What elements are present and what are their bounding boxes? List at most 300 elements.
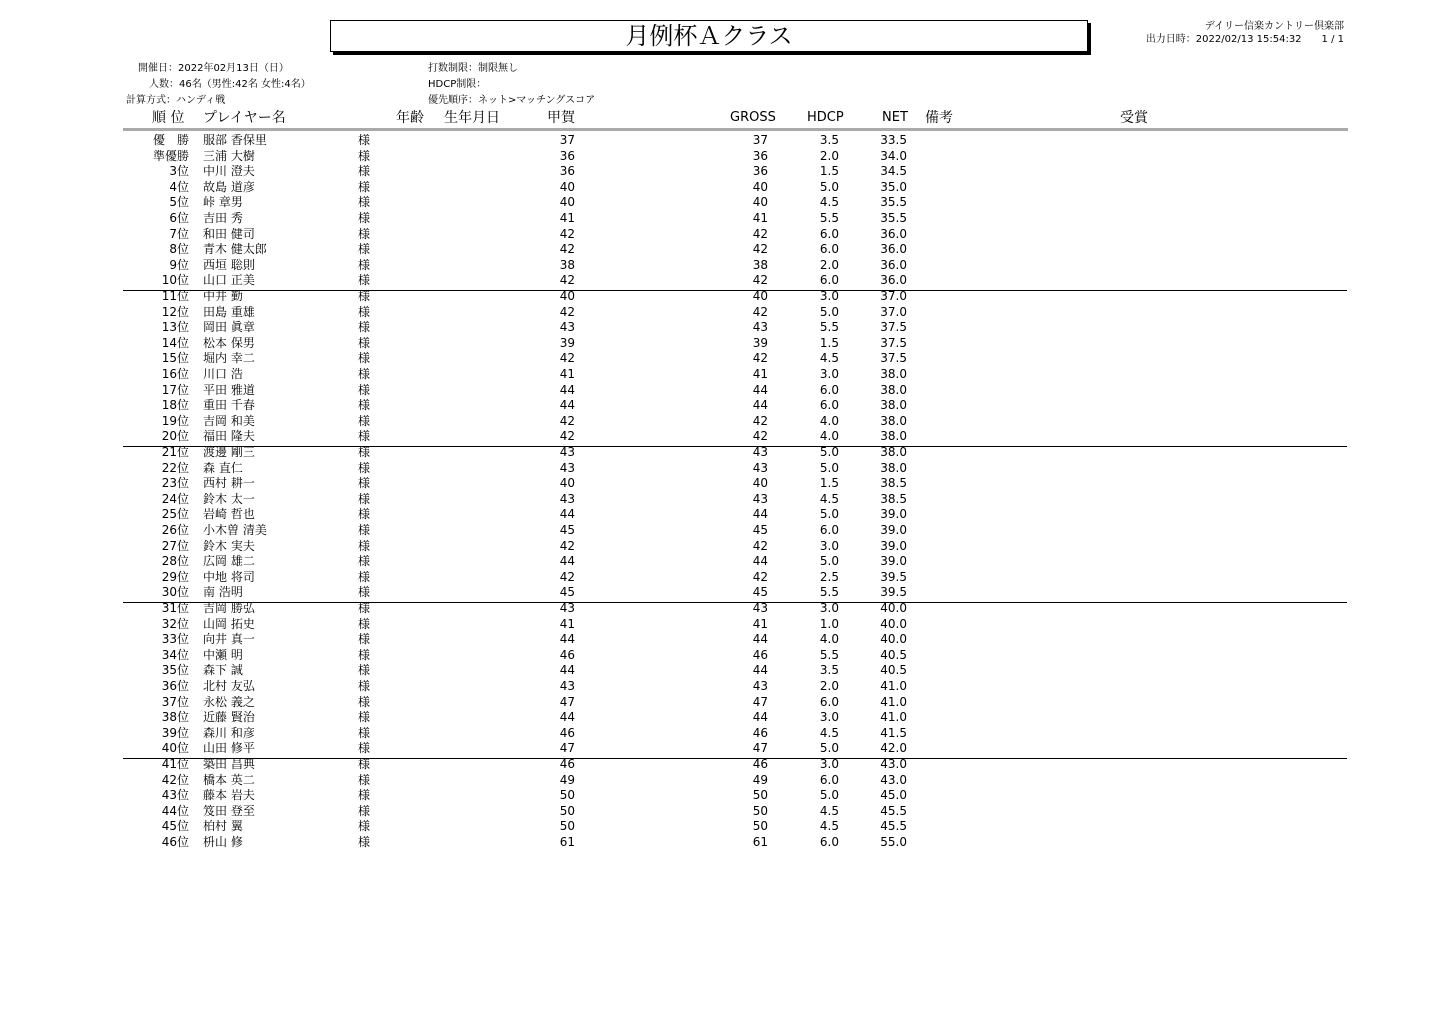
gross-cell: 41 <box>752 367 768 381</box>
table-row <box>0 180 1433 196</box>
table-row <box>0 539 1433 555</box>
honorific-cell: 様 <box>358 257 371 272</box>
kouga-score-cell: 44 <box>559 507 575 522</box>
honorific-cell: 様 <box>358 601 371 615</box>
hdcp-cell: 3.5 <box>819 663 839 678</box>
honorific-cell: 様 <box>358 757 371 771</box>
honorific-cell: 様 <box>358 835 371 849</box>
kouga-score-cell: 44 <box>559 398 575 413</box>
player-name-cell: 三浦 大樹 <box>203 148 255 163</box>
rank-cell: 32位 <box>161 616 189 631</box>
hdcp-cell: 2.5 <box>819 569 839 584</box>
hdcp-cell: 4.5 <box>819 803 839 818</box>
hdcp-cell: 3.0 <box>819 757 839 771</box>
hdcp-cell: 6.0 <box>819 273 839 288</box>
table-row <box>0 695 1433 711</box>
rank-cell: 42位 <box>161 772 189 787</box>
hdcp-cell: 6.0 <box>819 242 839 257</box>
kouga-score-cell: 44 <box>559 710 575 725</box>
gross-cell: 42 <box>752 226 768 241</box>
honorific-cell: 様 <box>358 710 371 725</box>
hdcp-cell: 2.0 <box>819 148 839 163</box>
player-name-cell: 和田 健司 <box>203 226 255 241</box>
net-cell: 40.5 <box>880 647 907 662</box>
rank-cell: 4位 <box>169 179 189 194</box>
player-name-cell: 小木曽 清美 <box>203 523 267 537</box>
hdcp-cell: 1.0 <box>819 616 839 631</box>
gross-cell: 47 <box>752 741 768 756</box>
hdcp-cell: 1.5 <box>819 335 839 350</box>
kouga-score-cell: 43 <box>559 601 575 615</box>
player-count: 人数：46名（男性:42名 女性:4名） <box>149 79 311 90</box>
table-row <box>0 445 1433 461</box>
table-row <box>0 819 1433 835</box>
rank-cell: 15位 <box>161 351 189 366</box>
kouga-score-cell: 41 <box>559 616 575 631</box>
net-cell: 38.0 <box>880 398 907 413</box>
rank-cell: 37位 <box>161 694 189 709</box>
gross-cell: 40 <box>752 195 768 210</box>
header-kouga: 甲賀 <box>547 110 575 126</box>
honorific-cell: 様 <box>358 803 371 818</box>
kouga-score-cell: 37 <box>559 133 575 147</box>
rank-cell: 11位 <box>161 289 189 303</box>
honorific-cell: 様 <box>358 148 371 163</box>
table-row <box>0 835 1433 851</box>
gross-cell: 50 <box>752 803 768 818</box>
net-cell: 35.5 <box>880 211 907 225</box>
net-cell: 40.5 <box>880 663 907 678</box>
gross-cell: 50 <box>752 819 768 834</box>
rank-cell: 35位 <box>161 663 189 678</box>
gross-cell: 42 <box>752 413 768 428</box>
report-title: 月例杯Ａクラス <box>330 20 1088 52</box>
net-cell: 38.5 <box>880 491 907 506</box>
kouga-score-cell: 46 <box>559 647 575 662</box>
net-cell: 42.0 <box>880 741 907 756</box>
rank-cell: 8位 <box>169 242 189 257</box>
net-cell: 45.0 <box>880 788 907 803</box>
net-cell: 39.5 <box>880 585 907 600</box>
rank-cell: 12位 <box>161 304 189 319</box>
hdcp-cell: 6.0 <box>819 835 839 849</box>
net-cell: 55.0 <box>880 835 907 849</box>
kouga-score-cell: 42 <box>559 538 575 553</box>
kouga-score-cell: 44 <box>559 632 575 647</box>
gross-cell: 43 <box>752 460 768 475</box>
net-cell: 45.5 <box>880 803 907 818</box>
player-name-cell: 鈴木 太一 <box>203 491 255 506</box>
table-row <box>0 773 1433 789</box>
rank-cell: 40位 <box>161 741 189 756</box>
kouga-score-cell: 40 <box>559 476 575 491</box>
table-row <box>0 617 1433 633</box>
gross-cell: 42 <box>752 273 768 288</box>
honorific-cell: 様 <box>358 445 371 459</box>
hdcp-cell: 2.0 <box>819 257 839 272</box>
stroke-limit: 打数制限：制限無し <box>428 63 518 74</box>
header-player: プレイヤー名 <box>203 110 286 126</box>
net-cell: 38.5 <box>880 476 907 491</box>
honorific-cell: 様 <box>358 211 371 225</box>
gross-cell: 46 <box>752 647 768 662</box>
honorific-cell: 様 <box>358 304 371 319</box>
honorific-cell: 様 <box>358 320 371 335</box>
rank-cell: 43位 <box>161 788 189 803</box>
net-cell: 40.0 <box>880 601 907 615</box>
gross-cell: 46 <box>752 725 768 740</box>
gross-cell: 44 <box>752 382 768 397</box>
kouga-score-cell: 43 <box>559 320 575 335</box>
rank-cell: 38位 <box>161 710 189 725</box>
honorific-cell: 様 <box>358 413 371 428</box>
table-row <box>0 648 1433 664</box>
gross-cell: 40 <box>752 289 768 303</box>
net-cell: 35.5 <box>880 195 907 210</box>
hdcp-cell: 5.5 <box>819 211 839 225</box>
net-cell: 39.0 <box>880 523 907 537</box>
rank-cell: 13位 <box>161 320 189 335</box>
net-cell: 33.5 <box>880 133 907 147</box>
rank-cell: 24位 <box>161 491 189 506</box>
net-cell: 36.0 <box>880 226 907 241</box>
table-row <box>0 242 1433 258</box>
table-row <box>0 632 1433 648</box>
net-cell: 37.5 <box>880 320 907 335</box>
rank-cell: 準優勝 <box>152 148 189 163</box>
header-rank: 順 位 <box>152 110 185 126</box>
table-row <box>0 227 1433 243</box>
hdcp-cell: 6.0 <box>819 398 839 413</box>
gross-cell: 42 <box>752 242 768 257</box>
gross-cell: 40 <box>752 476 768 491</box>
rank-cell: 16位 <box>161 367 189 381</box>
honorific-cell: 様 <box>358 289 371 303</box>
honorific-cell: 様 <box>358 335 371 350</box>
honorific-cell: 様 <box>358 788 371 803</box>
hdcp-cell: 2.0 <box>819 679 839 693</box>
player-name-cell: 西垣 聡則 <box>203 257 255 272</box>
net-cell: 37.0 <box>880 304 907 319</box>
rank-cell: 21位 <box>161 445 189 459</box>
table-row <box>0 336 1433 352</box>
player-name-cell: 服部 香保里 <box>203 133 267 147</box>
honorific-cell: 様 <box>358 772 371 787</box>
kouga-score-cell: 42 <box>559 569 575 584</box>
player-name-cell: 岡田 眞章 <box>203 320 255 335</box>
player-name-cell: 枡山 修 <box>203 835 243 849</box>
honorific-cell: 様 <box>358 616 371 631</box>
gross-cell: 43 <box>752 679 768 693</box>
player-name-cell: 森 直仁 <box>203 460 243 475</box>
header-age: 年齢 <box>396 110 424 126</box>
honorific-cell: 様 <box>358 460 371 475</box>
kouga-score-cell: 43 <box>559 460 575 475</box>
rank-cell: 36位 <box>161 679 189 693</box>
gross-cell: 44 <box>752 710 768 725</box>
table-row <box>0 383 1433 399</box>
net-cell: 41.0 <box>880 679 907 693</box>
kouga-score-cell: 50 <box>559 788 575 803</box>
rank-cell: 39位 <box>161 725 189 740</box>
gross-cell: 43 <box>752 445 768 459</box>
gross-cell: 42 <box>752 569 768 584</box>
table-row <box>0 601 1433 617</box>
table-row <box>0 757 1433 773</box>
player-name-cell: 広岡 雄二 <box>203 554 255 569</box>
honorific-cell: 様 <box>358 647 371 662</box>
player-name-cell: 山田 修平 <box>203 741 255 756</box>
rank-cell: 17位 <box>161 382 189 397</box>
hdcp-cell: 4.5 <box>819 351 839 366</box>
gross-cell: 38 <box>752 257 768 272</box>
gross-cell: 44 <box>752 554 768 569</box>
table-row <box>0 367 1433 383</box>
kouga-score-cell: 42 <box>559 273 575 288</box>
net-cell: 43.0 <box>880 757 907 771</box>
table-row <box>0 804 1433 820</box>
player-name-cell: 田島 重雄 <box>203 304 255 319</box>
kouga-score-cell: 43 <box>559 679 575 693</box>
honorific-cell: 様 <box>358 569 371 584</box>
table-row <box>0 398 1433 414</box>
rank-cell: 22位 <box>161 460 189 475</box>
gross-cell: 42 <box>752 429 768 444</box>
rank-cell: 27位 <box>161 538 189 553</box>
honorific-cell: 様 <box>358 133 371 147</box>
hdcp-cell: 5.0 <box>819 460 839 475</box>
hdcp-cell: 6.0 <box>819 226 839 241</box>
gross-cell: 39 <box>752 335 768 350</box>
player-name-cell: 峠 章男 <box>203 195 243 210</box>
header-birthdate: 生年月日 <box>444 110 500 126</box>
net-cell: 40.0 <box>880 632 907 647</box>
net-cell: 36.0 <box>880 273 907 288</box>
net-cell: 36.0 <box>880 257 907 272</box>
rank-cell: 46位 <box>161 835 189 849</box>
player-name-cell: 堀内 幸二 <box>203 351 255 366</box>
net-cell: 38.0 <box>880 413 907 428</box>
honorific-cell: 様 <box>358 226 371 241</box>
honorific-cell: 様 <box>358 663 371 678</box>
table-row <box>0 195 1433 211</box>
honorific-cell: 様 <box>358 585 371 600</box>
table-row <box>0 461 1433 477</box>
header-hdcp: HDCP <box>807 110 844 125</box>
kouga-score-cell: 40 <box>559 195 575 210</box>
player-name-cell: 柏村 翼 <box>203 819 243 834</box>
kouga-score-cell: 44 <box>559 382 575 397</box>
honorific-cell: 様 <box>358 476 371 491</box>
hdcp-cell: 4.0 <box>819 632 839 647</box>
kouga-score-cell: 43 <box>559 445 575 459</box>
honorific-cell: 様 <box>358 164 371 179</box>
net-cell: 36.0 <box>880 242 907 257</box>
net-cell: 38.0 <box>880 460 907 475</box>
honorific-cell: 様 <box>358 351 371 366</box>
hdcp-cell: 5.5 <box>819 647 839 662</box>
player-name-cell: 南 浩明 <box>203 585 243 600</box>
honorific-cell: 様 <box>358 725 371 740</box>
table-row <box>0 320 1433 336</box>
net-cell: 41.5 <box>880 725 907 740</box>
rank-cell: 29位 <box>161 569 189 584</box>
rank-cell: 45位 <box>161 819 189 834</box>
hdcp-cell: 6.0 <box>819 382 839 397</box>
table-row <box>0 429 1433 445</box>
honorific-cell: 様 <box>358 554 371 569</box>
table-row <box>0 258 1433 274</box>
kouga-score-cell: 40 <box>559 289 575 303</box>
net-cell: 45.5 <box>880 819 907 834</box>
net-cell: 39.0 <box>880 538 907 553</box>
honorific-cell: 様 <box>358 507 371 522</box>
player-name-cell: 西村 耕一 <box>203 476 255 491</box>
rank-cell: 33位 <box>161 632 189 647</box>
kouga-score-cell: 45 <box>559 523 575 537</box>
hdcp-cell: 5.0 <box>819 788 839 803</box>
rank-cell: 6位 <box>169 211 189 225</box>
kouga-score-cell: 49 <box>559 772 575 787</box>
rank-cell: 7位 <box>169 226 189 241</box>
kouga-score-cell: 38 <box>559 257 575 272</box>
player-name-cell: 川口 浩 <box>203 367 243 381</box>
hdcp-cell: 4.5 <box>819 725 839 740</box>
player-name-cell: 鈴木 実夫 <box>203 538 255 553</box>
rank-cell: 26位 <box>161 523 189 537</box>
kouga-score-cell: 36 <box>559 164 575 179</box>
player-name-cell: 山岡 拓史 <box>203 616 255 631</box>
honorific-cell: 様 <box>358 382 371 397</box>
kouga-score-cell: 45 <box>559 585 575 600</box>
net-cell: 39.0 <box>880 554 907 569</box>
calc-method: 計算方式：ハンディ戦 <box>126 95 226 106</box>
net-cell: 35.0 <box>880 179 907 194</box>
kouga-score-cell: 50 <box>559 803 575 818</box>
rank-cell: 18位 <box>161 398 189 413</box>
gross-cell: 44 <box>752 632 768 647</box>
rank-cell: 5位 <box>169 195 189 210</box>
player-name-cell: 岩崎 哲也 <box>203 507 255 522</box>
hdcp-cell: 3.0 <box>819 367 839 381</box>
rank-cell: 19位 <box>161 413 189 428</box>
player-name-cell: 築田 昌典 <box>203 757 255 771</box>
rank-cell: 14位 <box>161 335 189 350</box>
hdcp-cell: 3.0 <box>819 601 839 615</box>
honorific-cell: 様 <box>358 679 371 693</box>
hdcp-cell: 3.0 <box>819 289 839 303</box>
player-name-cell: 向井 真一 <box>203 632 255 647</box>
table-row <box>0 211 1433 227</box>
gross-cell: 44 <box>752 507 768 522</box>
rank-cell: 30位 <box>161 585 189 600</box>
honorific-cell: 様 <box>358 819 371 834</box>
rank-cell: 優 勝 <box>152 133 189 147</box>
hdcp-cell: 6.0 <box>819 772 839 787</box>
gross-cell: 43 <box>752 491 768 506</box>
net-cell: 37.5 <box>880 351 907 366</box>
hdcp-cell: 4.0 <box>819 413 839 428</box>
table-row <box>0 492 1433 508</box>
hdcp-cell: 3.0 <box>819 710 839 725</box>
gross-cell: 46 <box>752 757 768 771</box>
table-row <box>0 788 1433 804</box>
honorific-cell: 様 <box>358 523 371 537</box>
player-name-cell: 松本 保男 <box>203 335 255 350</box>
honorific-cell: 様 <box>358 242 371 257</box>
honorific-cell: 様 <box>358 538 371 553</box>
honorific-cell: 様 <box>358 195 371 210</box>
table-row <box>0 663 1433 679</box>
gross-cell: 36 <box>752 164 768 179</box>
rank-cell: 23位 <box>161 476 189 491</box>
net-cell: 38.0 <box>880 367 907 381</box>
honorific-cell: 様 <box>358 632 371 647</box>
table-row <box>0 570 1433 586</box>
kouga-score-cell: 42 <box>559 226 575 241</box>
player-name-cell: 故島 道彦 <box>203 179 255 194</box>
rank-cell: 25位 <box>161 507 189 522</box>
gross-cell: 41 <box>752 211 768 225</box>
player-name-cell: 渡邊 剛三 <box>203 445 255 459</box>
gross-cell: 43 <box>752 320 768 335</box>
rank-cell: 9位 <box>169 257 189 272</box>
player-name-cell: 山口 正美 <box>203 273 255 288</box>
hdcp-cell: 5.0 <box>819 507 839 522</box>
player-name-cell: 福田 隆夫 <box>203 429 255 444</box>
table-row <box>0 149 1433 165</box>
table-row <box>0 741 1433 757</box>
gross-cell: 36 <box>752 148 768 163</box>
hdcp-cell: 5.0 <box>819 554 839 569</box>
table-row <box>0 679 1433 695</box>
table-row <box>0 133 1433 149</box>
gross-cell: 42 <box>752 351 768 366</box>
kouga-score-cell: 47 <box>559 741 575 756</box>
event-date: 開催日：2022年02月13日（日） <box>138 63 289 74</box>
header-award: 受賞 <box>1120 110 1148 126</box>
honorific-cell: 様 <box>358 398 371 413</box>
player-name-cell: 中井 勤 <box>203 289 243 303</box>
player-name-cell: 永松 義之 <box>203 694 255 709</box>
hdcp-cell: 3.0 <box>819 538 839 553</box>
header-net: NET <box>882 110 908 125</box>
net-cell: 34.0 <box>880 148 907 163</box>
table-row <box>0 164 1433 180</box>
player-name-cell: 中地 将司 <box>203 569 255 584</box>
gross-cell: 42 <box>752 304 768 319</box>
net-cell: 38.0 <box>880 382 907 397</box>
player-name-cell: 笈田 登至 <box>203 803 255 818</box>
rank-cell: 20位 <box>161 429 189 444</box>
kouga-score-cell: 47 <box>559 694 575 709</box>
gross-cell: 50 <box>752 788 768 803</box>
rank-cell: 3位 <box>169 164 189 179</box>
rank-cell: 28位 <box>161 554 189 569</box>
hdcp-cell: 4.5 <box>819 491 839 506</box>
kouga-score-cell: 41 <box>559 211 575 225</box>
hdcp-cell: 5.0 <box>819 179 839 194</box>
gross-cell: 42 <box>752 538 768 553</box>
table-row <box>0 585 1433 601</box>
rank-cell: 34位 <box>161 647 189 662</box>
priority-order: 優先順序：ネット>マッチングスコア <box>428 95 596 106</box>
player-name-cell: 橋本 英二 <box>203 772 255 787</box>
honorific-cell: 様 <box>358 429 371 444</box>
kouga-score-cell: 46 <box>559 725 575 740</box>
gross-cell: 40 <box>752 179 768 194</box>
hdcp-cell: 4.0 <box>819 429 839 444</box>
